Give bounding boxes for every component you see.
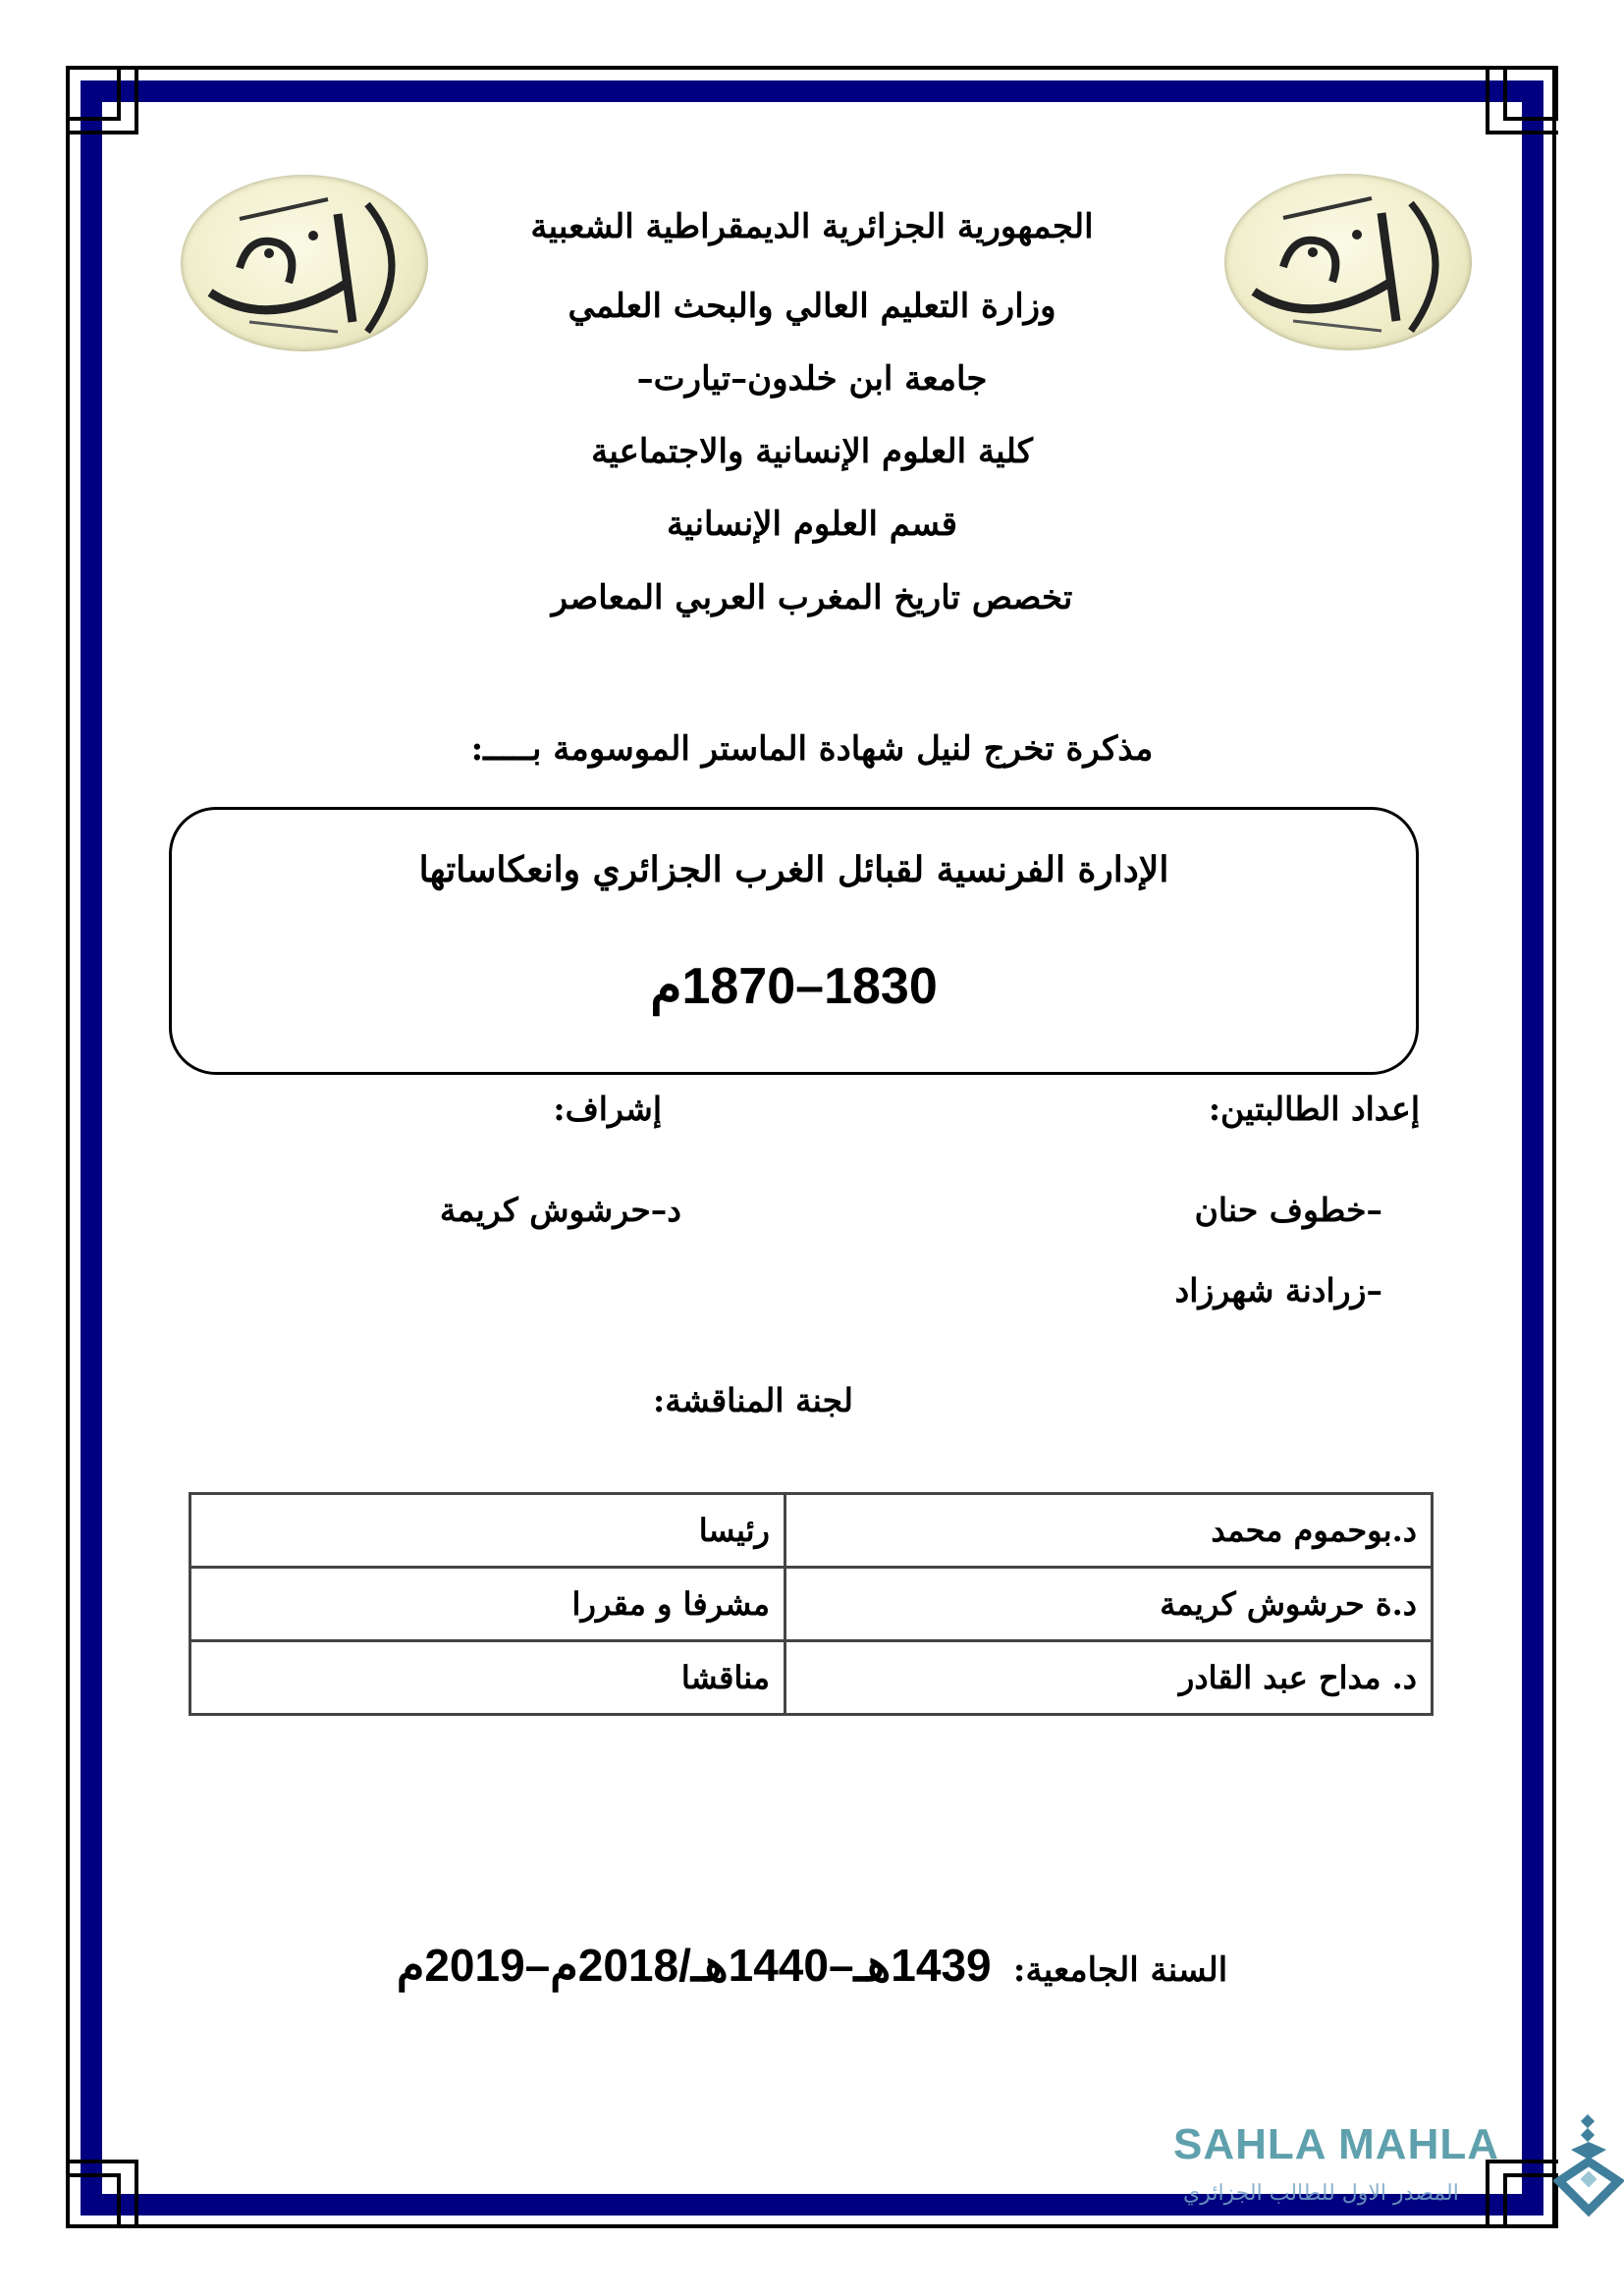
university-seal-right-icon	[1224, 174, 1472, 350]
corner-ornament-bottom-right-2	[1486, 2160, 1558, 2228]
university-seal-left-icon	[181, 175, 428, 351]
corner-ornament-bottom-left-2	[66, 2160, 138, 2228]
committee-member-name: د.ة حرشوش كريمة	[785, 1568, 1433, 1641]
header-faculty: كلية العلوم الإنسانية والاجتماعية	[591, 432, 1033, 471]
watermark-tagline: المصدر الاول للطالب الجزائري	[1183, 2181, 1459, 2206]
page-frame-blue	[81, 80, 1543, 2216]
thesis-title: الإدارة الفرنسية لقبائل الغرب الجزائري وانعكاساتها	[418, 849, 1169, 890]
committee-member-role: رئيسا	[190, 1494, 785, 1568]
table-row	[190, 1568, 1433, 1641]
committee-member-name: د. مداح عبد القادر	[785, 1641, 1433, 1715]
header-department: قسم العلوم الإنسانية	[667, 505, 957, 544]
committee-member-name: د.بوحموم محمد	[785, 1494, 1433, 1568]
header-specialty: تخصص تاريخ المغرب العربي المعاصر	[551, 578, 1073, 617]
prepared-by-label: إعداد الطالبتين:	[1208, 1090, 1420, 1128]
thesis-period: 1830–1870م	[650, 958, 938, 1015]
committee-label: لجنة المناقشة:	[653, 1381, 853, 1419]
seal-calligraphy-icon	[181, 175, 428, 351]
academic-year-label: السنة الجامعية:	[1012, 1950, 1228, 1990]
table-row	[190, 1641, 1433, 1715]
table-row	[190, 1494, 1433, 1568]
header-university: جامعة ابن خلدون–تيارت–	[636, 359, 988, 399]
watermark-logo-icon	[1553, 2112, 1624, 2220]
corner-ornament-top-left-2	[66, 66, 138, 134]
supervision-label: إشراف:	[553, 1090, 662, 1128]
corner-ornament-top-right-2	[1486, 66, 1558, 134]
header-ministry: وزارة التعليم العالي والبحث العلمي	[568, 287, 1056, 326]
academic-year-value: 1439هـ–1440هـ/2018م–2019م	[396, 1940, 992, 1991]
header-republic: الجمهورية الجزائرية الديمقراطية الشعبية	[530, 207, 1094, 246]
student-name-2: –زرادنة شهرزاد	[1174, 1271, 1382, 1309]
committee-member-role: مشرفا و مقررا	[190, 1568, 785, 1641]
seal-calligraphy-icon	[1224, 174, 1472, 350]
academic-year	[0, 1939, 1624, 1992]
memo-intro: مذكرة تخرج لنيل شهادة الماستر الموسومة بـــــ:	[470, 729, 1154, 769]
watermark-brand: SAHLA MAHLA	[1173, 2120, 1499, 2168]
thesis-title-box	[169, 807, 1419, 1075]
supervisor-name: د–حرشوش كريمة	[439, 1191, 681, 1229]
committee-table	[189, 1492, 1434, 1716]
committee-member-role: مناقشا	[190, 1641, 785, 1715]
student-name-1: –خطوف حنان	[1194, 1191, 1382, 1229]
